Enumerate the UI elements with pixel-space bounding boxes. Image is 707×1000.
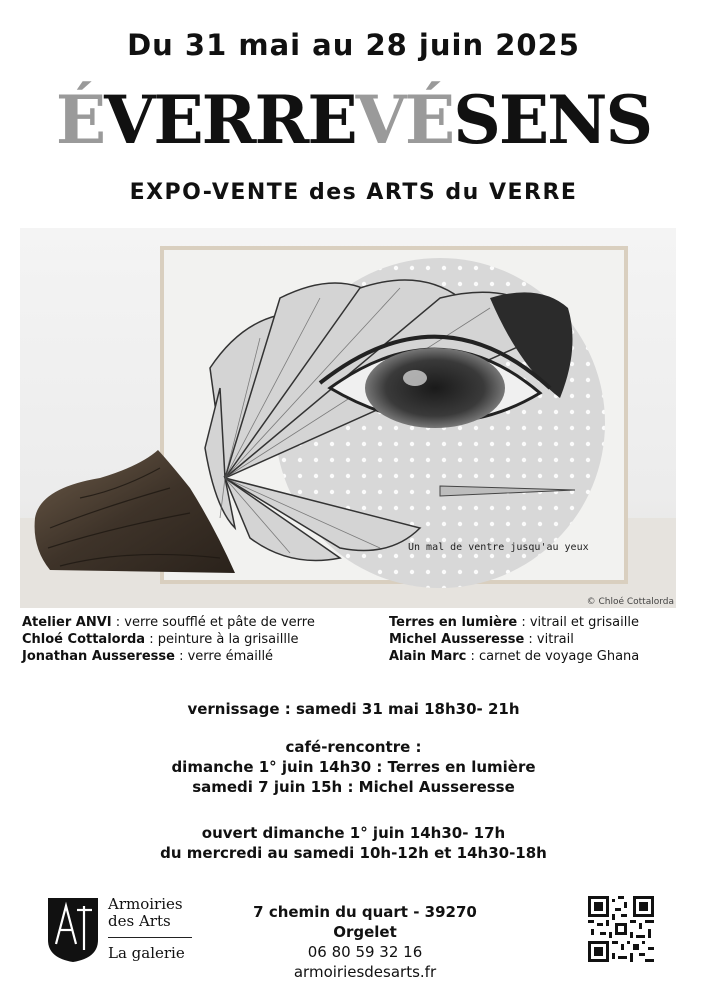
opening-hours-line-1: ouvert dimanche 1° juin 14h30- 17h: [201, 824, 506, 842]
artist-entry: [22, 614, 315, 631]
exhibition-title: [0, 81, 707, 159]
cafe-session-2: samedi 7 juin 15h : Michel Ausseresse: [192, 778, 515, 796]
contact-block: [220, 902, 510, 982]
cafe-title: café-rencontre :: [285, 738, 422, 756]
artwork-photo: [20, 228, 676, 608]
artist-medium: : vitrail: [524, 632, 574, 647]
artists-list-right: [389, 614, 639, 665]
exhibition-dates: Du 31 mai au 28 juin 2025: [127, 28, 580, 62]
artwork-inscription: Un mal de ventre jusqu'au yeux: [408, 542, 589, 553]
opening-hours: [0, 823, 707, 863]
artist-name: Terres en lumière: [389, 615, 518, 630]
artist-medium: : peinture à la grisaillle: [145, 632, 299, 647]
photo-credit: © Chloé Cottalorda: [586, 597, 674, 607]
gallery-name-line-1: Armoiries: [108, 895, 183, 913]
artist-medium: : carnet de voyage Ghana: [466, 649, 640, 664]
title-part-4: É: [404, 81, 454, 159]
vernissage-info: vernissage : samedi 31 mai 18h30- 21h: [187, 700, 520, 718]
artist-name: Michel Ausseresse: [389, 632, 525, 647]
title-part-5: SENS: [453, 81, 652, 159]
artist-entry: [22, 631, 315, 648]
artist-entry: [22, 648, 315, 665]
cafe-session-1: dimanche 1° juin 14h30 : Terres en lumière: [171, 758, 536, 776]
gallery-divider: [108, 937, 192, 938]
artists-list-left: [22, 614, 315, 665]
artist-name: Atelier ANVI: [22, 615, 112, 630]
artist-name: Jonathan Ausseresse: [22, 649, 175, 664]
artist-medium: : verre émaillé: [174, 649, 274, 664]
gallery-name: [108, 896, 183, 930]
gallery-logo-icon: [46, 896, 100, 964]
address: 7 chemin du quart - 39270 Orgelet: [253, 903, 477, 941]
qr-code-graphic: [588, 896, 654, 962]
website-link[interactable]: armoiriesdesarts.fr: [293, 963, 437, 981]
artist-entry: [389, 631, 639, 648]
gallery-name-line-2: des Arts: [108, 912, 171, 930]
artist-entry: [389, 648, 639, 665]
exhibition-subtitle: EXPO-VENTE des ARTS du VERRE: [129, 180, 578, 205]
artist-medium: : vitrail et grisaille: [517, 615, 639, 630]
artist-entry: [389, 614, 639, 631]
cafe-rencontre-info: [0, 737, 707, 797]
title-part-2: VERRE: [104, 81, 356, 159]
title-part-1: É: [55, 81, 105, 159]
artist-medium: : verre soufflé et pâte de verre: [111, 615, 315, 630]
title-part-3: V: [355, 81, 405, 159]
phone-number: 06 80 59 32 16: [307, 943, 423, 961]
opening-hours-line-2: du mercredi au samedi 10h-12h et 14h30-18h: [160, 844, 547, 862]
artist-name: Alain Marc: [389, 649, 467, 664]
qr-code-icon: [588, 896, 654, 962]
artwork-illustration: [20, 228, 676, 608]
artist-name: Chloé Cottalorda: [22, 632, 146, 647]
gallery-subtitle: La galerie: [108, 944, 185, 962]
